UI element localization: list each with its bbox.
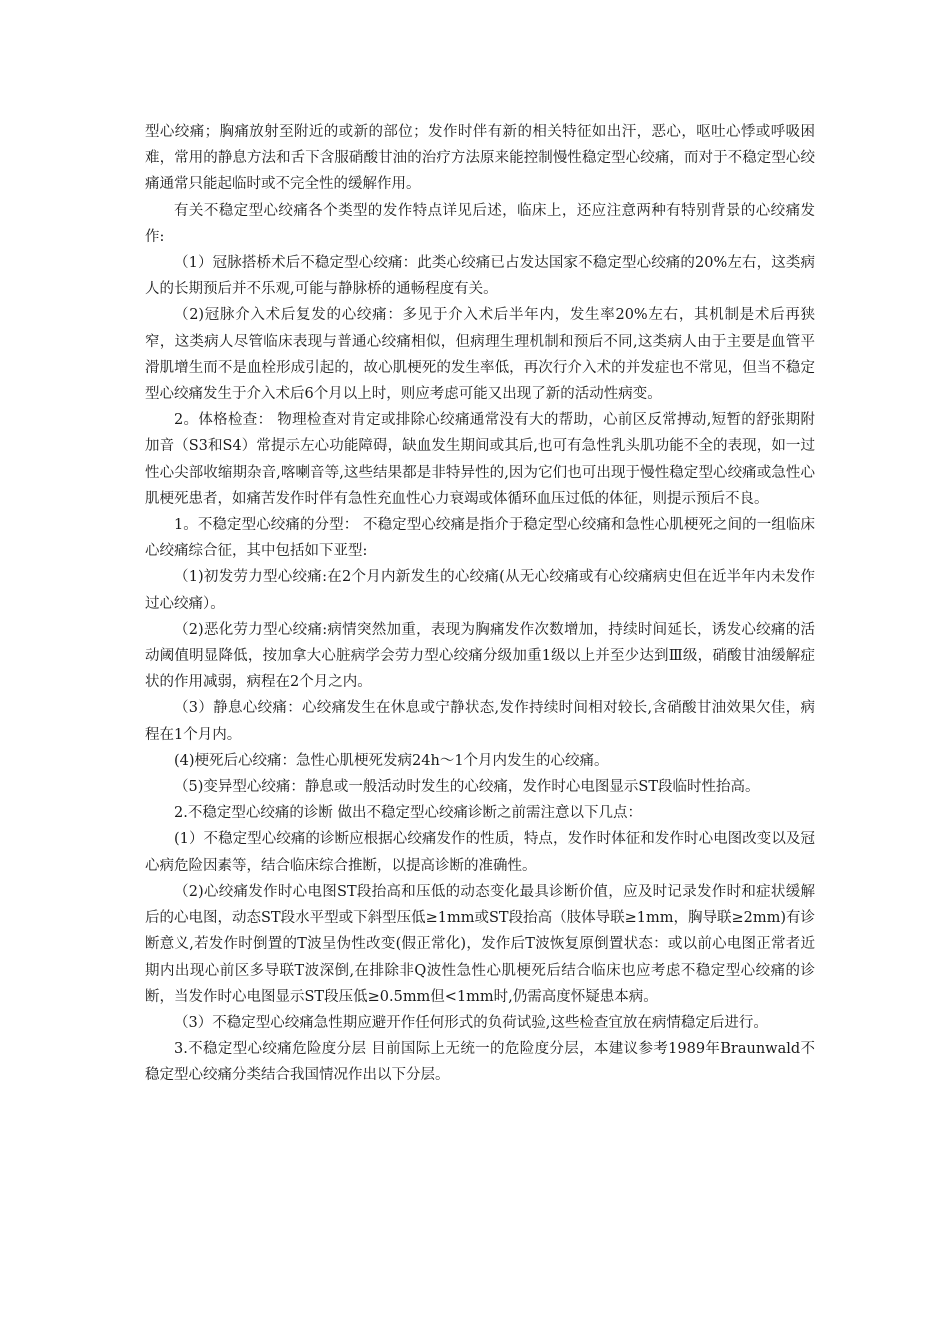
paragraph-classification-heading: 1。不稳定型心绞痛的分型： 不稳定型心绞痛是指介于稳定型心绞痛和急性心肌梗死之间的一组临床心绞痛综合征，其中包括如下亚型: (145, 517, 815, 560)
list-item-avoid-stress-test: （3）不稳定型心绞痛急性期应避开作任何形式的负荷试验,这些检查宜放在病情稳定后进行。 (174, 1014, 768, 1031)
paragraph-physical-exam: 2。体格检查： 物理检查对肯定或排除心绞痛通常没有大的帮助，心前区反常搏动,短暂的舒张期附加音（S3和S4）常提示左心功能障碍，缺血发生期间或其后,也可有急性乳头肌功能不全的表现，如一过性心尖部收缩期杂音,喀喇音等,这些结果都是非特异性的,因为它们也可出现于慢性稳定型心绞痛或急性心肌梗死患者，如痛苦发作时伴有急性充血性心力衰竭或体循环血压过低的体征，则提示预后不良。 (145, 412, 815, 507)
list-item-rest-angina: （3）静息心绞痛：心绞痛发生在休息或宁静状态,发作持续时间相对较长,含硝酸甘油效果欠佳，病程在1个月内。 (145, 700, 815, 743)
list-item-diagnosis-basis: (1）不稳定型心绞痛的诊断应根据心绞痛发作的性质，特点，发作时体征和发作时心电图改变以及冠心病危险因素等，结合临床综合推断，以提高诊断的准确性。 (145, 831, 815, 874)
document-body (145, 119, 815, 1089)
paragraph-special-background: 有关不稳定型心绞痛各个类型的发作特点详见后述，临床上，还应注意两种有特别背景的心绞痛发作: (145, 202, 815, 245)
list-item-post-infarction: (4)梗死后心绞痛：急性心肌梗死发病24h～1个月内发生的心绞痛。 (174, 752, 609, 769)
paragraph-cabg-angina: （1）冠脉搭桥术后不稳定型心绞痛：此类心绞痛已占发达国家不稳定型心绞痛的20%左右，这类病人的长期预后并不乐观,可能与静脉桥的通畅程度有关。 (145, 255, 815, 298)
list-item-initial-exertional: （1)初发劳力型心绞痛:在2个月内新发生的心绞痛(从无心绞痛或有心绞痛病史但在近半年内未发作过心绞痛）。 (145, 569, 815, 612)
paragraph-continuation: 型心绞痛；胸痛放射至附近的或新的部位；发作时伴有新的相关特征如出汗，恶心，呕吐心悸或呼吸困难，常用的静息方法和舌下含服硝酸甘油的治疗方法原来能控制慢性稳定型心绞痛，而对于不稳定型心绞痛通常只能起临时或不完全性的缓解作用。 (145, 124, 815, 193)
paragraph-diagnosis-heading: 2.不稳定型心绞痛的诊断 做出不稳定型心绞痛诊断之前需注意以下几点： (174, 805, 642, 822)
paragraph-risk-stratification: 3.不稳定型心绞痛危险度分层 目前国际上无统一的危险度分层，本建议参考1989年Braunwald不稳定型心绞痛分类结合我国情况作出以下分层。 (145, 1041, 815, 1084)
list-item-ecg-changes: （2)心绞痛发作时心电图ST段抬高和压低的动态变化最具诊断价值，应及时记录发作时和症状缓解后的心电图，动态ST段水平型或下斜型压低≥1mm或ST段抬高（肢体导联≥1mm，胸导联≥2mm)有诊断意义,若发作时倒置的T波呈伪性改变(假正常化)，发作后T波恢复原倒置状态：或以前心电图正常者近期内出现心前区多导联T波深倒,在排除非Q波性急性心肌梗死后结合临床也应考虑不稳定型心绞痛的诊断，当发作时心电图显示ST段压低≥0.5mm但<1mm时,仍需高度怀疑患本病。 (145, 883, 815, 1005)
list-item-worsening-exertional: （2)恶化劳力型心绞痛:病情突然加重，表现为胸痛发作次数增加，持续时间延长，诱发心绞痛的活动阈值明显降低，按加拿大心脏病学会劳力型心绞痛分级加重1级以上并至少达到Ⅲ级，硝酸甘油缓解症状的作用减弱，病程在2个月之内。 (145, 621, 815, 691)
paragraph-pci-recurrence: （2)冠脉介入术后复发的心绞痛：多见于介入术后半年内，发生率20%左右，其机制是术后再狭窄，这类病人尽管临床表现与普通心绞痛相似，但病理生理机制和预后不同,这类病人由于主要是血管平滑肌增生而不是血栓形成引起的，故心肌梗死的发生率低，再次行介入术的并发症也不常见，但当不稳定型心绞痛发生于介入术后6个月以上时，则应考虑可能又出现了新的活动性病变。 (145, 307, 815, 403)
list-item-variant-angina: （5)变异型心绞痛：静息或一般活动时发生的心绞痛，发作时心电图显示ST段临时性抬高。 (174, 779, 760, 796)
